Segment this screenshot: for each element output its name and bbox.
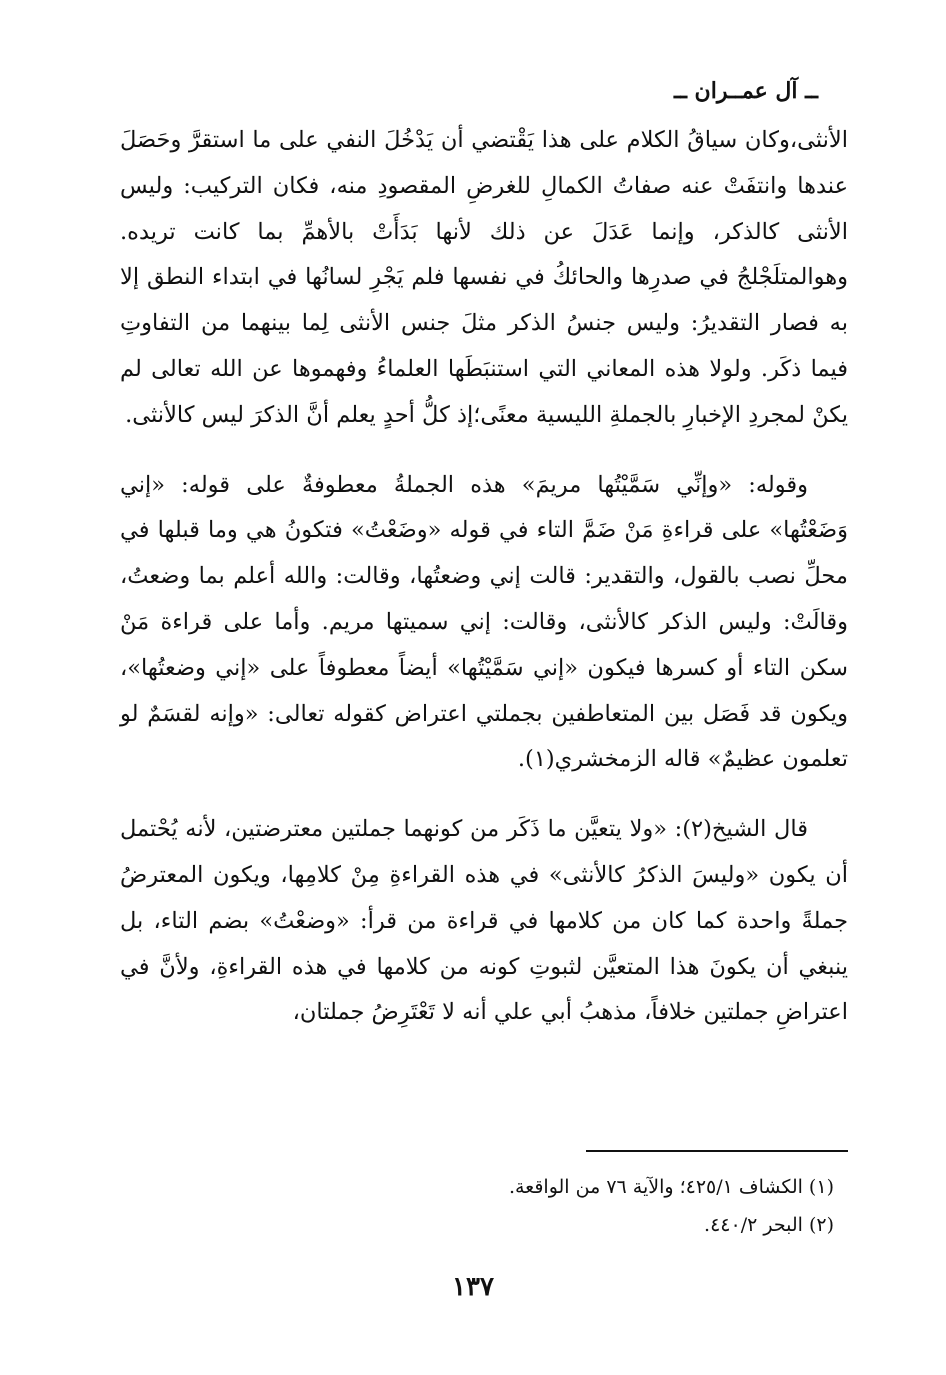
- footnotes: [120, 1168, 834, 1244]
- footnote-divider: [586, 1150, 848, 1152]
- footnote-1: (١) الكشاف ٤٢٥/١؛ والآية ٧٦ من الواقعة.: [508, 1176, 834, 1198]
- running-header: ــ آل عمــران ــ: [674, 78, 818, 104]
- paragraph-2: وقوله: «وإنِّي سَمَّيْتُها مريمَ» هذه الجملةُ معطوفةٌ على قوله: «إني وَضَعْتُها» على قراءةِ مَنْ ضَمَّ التاء في قوله «وضَعْتُ» فتكونُ هي وما قبلها في محلِّ نصب بالقول، والتقدير: قالت إني وضعتُها، وقالت: والله أعلم بما وضعتُ، وقالَتْ: وليس الذكر كالأنثى، وقالت: إني سميتها مريم. وأما على قراءة مَنْ سكن التاء أو كسرها فيكون «إني سَمَّيْتُها» أيضاً معطوفاً على «إني وضعتُها»، ويكون قد فَصَل بين المتعاطفين بجملتي اعتراض كقوله تعالى: «وإنه لقسَمٌ لو تعلمون عظيمٌ» قاله الزمخشري(١).: [120, 471, 848, 773]
- paragraph-1: الأنثى،وكان سياقُ الكلام على هذا يَقْتضي أن يَدْخُلَ النفي على ما استقرَّ وحَصَلَ عندها وانتفَتْ عنه صفاتُ الكمالِ للغرضِ المقصودِ منه، فكان التركيب: وليس الأنثى كالذكر، وإنما عَدَلَ عن ذلك لأنها بَدَأَتْ بالأهمِّ بما كانت تريده. وهوالمتلَجْلجُ في صدرِها والحائكُ في نفسها فلم يَجْرِ لسانُها في ابتداء النطق إلا به فصار التقديرُ: وليس جنسُ الذكر مثلَ جنس الأنثى لِما بينهما من التفاوتِ فيما ذكَر. ولولا هذه المعاني التي استنبَطَها العلماءُ وفهموها عن الله تعالى لم يكنْ لمجردِ الإخبارِ بالجملةِ الليسية معنًى؛إذ كلُّ أحدٍ يعلم أنَّ الذكرَ ليس كالأنثى.: [120, 127, 848, 428]
- page-number: ١٣٧: [452, 1272, 494, 1302]
- footnote-2: (٢) البحر ٤٤٠/٢.: [704, 1214, 834, 1236]
- main-text: [120, 118, 848, 1036]
- paragraph-3: قال الشيخ(٢): «ولا يتعيَّن ما ذَكَر من كونهما جملتين معترضتين، لأنه يُحْتمل أن يكون «وليسَ الذكرُ كالأنثى» في هذه القراءةِ مِنْ كلامِها، ويكون المعترضُ جملةً واحدة كما كان من كلامها في قراءة من قرأ: «وضعْتُ» بضم التاء، بل ينبغي أن يكونَ هذا المتعيَّن لثبوتِ كونه من كلامها في هذه القراءةِ، ولأنَّ في اعتراضِ جملتين خلافاً، مذهبُ أبي علي أنه لا تَعْتَرِضُ جملتان،: [120, 816, 848, 1026]
